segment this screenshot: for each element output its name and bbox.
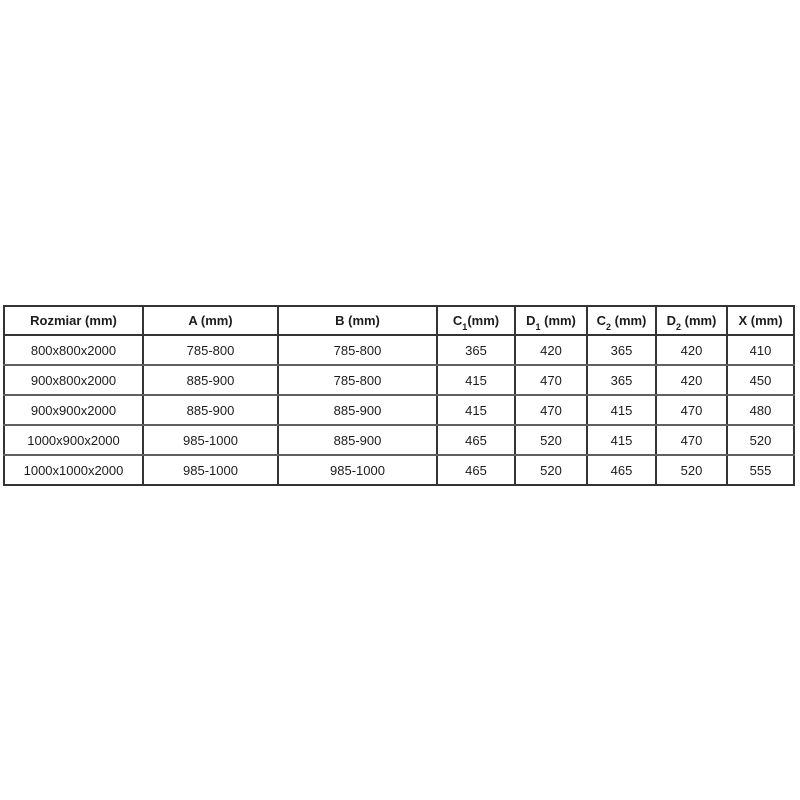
table-cell: 885-900 bbox=[143, 365, 278, 395]
table-cell: 415 bbox=[437, 365, 515, 395]
dimensions-table-container bbox=[3, 305, 794, 486]
table-cell: 555 bbox=[727, 455, 794, 485]
table-cell: 410 bbox=[727, 335, 794, 365]
table-cell: 415 bbox=[437, 395, 515, 425]
table-cell: 785-800 bbox=[278, 335, 437, 365]
table-cell: 480 bbox=[727, 395, 794, 425]
table-row bbox=[4, 335, 794, 365]
table-cell: 365 bbox=[437, 335, 515, 365]
table-cell: 520 bbox=[515, 425, 587, 455]
table-cell: 520 bbox=[727, 425, 794, 455]
table-body bbox=[4, 335, 794, 485]
column-header: $C_1(mm)$ bbox=[437, 306, 515, 335]
table-row bbox=[4, 425, 794, 455]
table-cell: 985-1000 bbox=[143, 455, 278, 485]
table-cell: 470 bbox=[656, 395, 727, 425]
table-cell: 900x900x2000 bbox=[4, 395, 143, 425]
column-header: $D_2$ (mm) bbox=[656, 306, 727, 335]
table-cell: 470 bbox=[515, 365, 587, 395]
dimensions-table bbox=[3, 305, 795, 486]
table-cell: 365 bbox=[587, 365, 656, 395]
column-header: Rozmiar (mm) bbox=[4, 306, 143, 335]
header-row bbox=[4, 306, 794, 335]
column-header: B (mm) bbox=[278, 306, 437, 335]
table-cell: 415 bbox=[587, 395, 656, 425]
table-cell: 1000x900x2000 bbox=[4, 425, 143, 455]
table-cell: 900x800x2000 bbox=[4, 365, 143, 395]
table-cell: 365 bbox=[587, 335, 656, 365]
table-cell: 470 bbox=[656, 425, 727, 455]
table-cell: 985-1000 bbox=[143, 425, 278, 455]
column-header: A (mm) bbox=[143, 306, 278, 335]
table-cell: 420 bbox=[656, 335, 727, 365]
table-cell: 785-800 bbox=[143, 335, 278, 365]
table-cell: 465 bbox=[587, 455, 656, 485]
column-header: $C_2$ (mm) bbox=[587, 306, 656, 335]
table-cell: 520 bbox=[515, 455, 587, 485]
table-cell: 415 bbox=[587, 425, 656, 455]
column-header: X (mm) bbox=[727, 306, 794, 335]
table-cell: 785-800 bbox=[278, 365, 437, 395]
table-cell: 465 bbox=[437, 455, 515, 485]
table-cell: 470 bbox=[515, 395, 587, 425]
table-cell: 885-900 bbox=[278, 395, 437, 425]
table-cell: 885-900 bbox=[143, 395, 278, 425]
table-cell: 1000x1000x2000 bbox=[23, 462, 124, 478]
table-cell: 450 bbox=[727, 365, 794, 395]
table-cell: 800x800x2000 bbox=[4, 335, 143, 365]
table-cell: 985-1000 bbox=[278, 455, 437, 485]
table-row bbox=[4, 455, 794, 485]
table-row bbox=[4, 365, 794, 395]
table-cell: 885-900 bbox=[278, 425, 437, 455]
table-cell: 520 bbox=[656, 455, 727, 485]
column-header: $D_1$ (mm) bbox=[515, 306, 587, 335]
table-cell: 465 bbox=[437, 425, 515, 455]
table-row bbox=[4, 395, 794, 425]
table-cell: 420 bbox=[515, 335, 587, 365]
table-cell: 420 bbox=[656, 365, 727, 395]
